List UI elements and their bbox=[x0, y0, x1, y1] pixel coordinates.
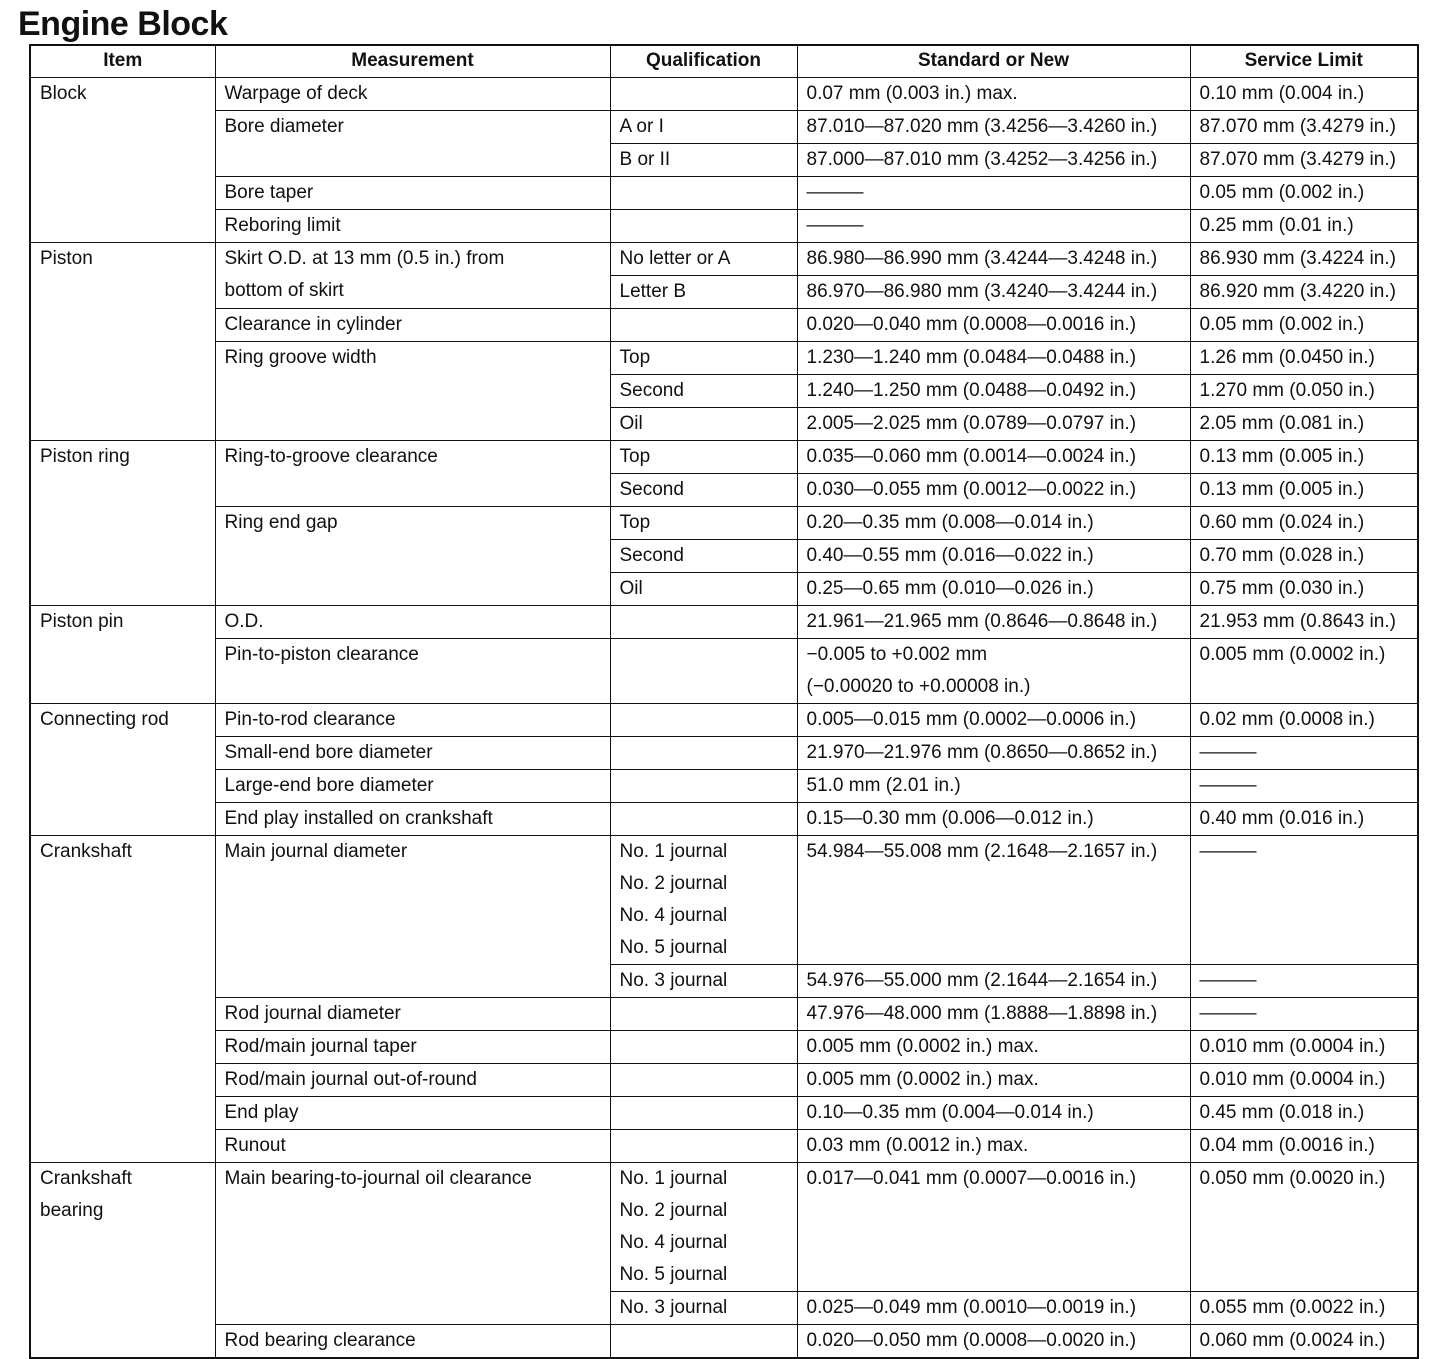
cell-standard: 2.005—2.025 mm (0.0789—0.0797 in.) bbox=[797, 407, 1190, 440]
cell-measurement bbox=[215, 539, 610, 572]
cell-service-limit: 87.070 mm (3.4279 in.) bbox=[1190, 143, 1418, 176]
cell-item bbox=[30, 997, 215, 1030]
cell-standard: 0.005 mm (0.0002 in.) max. bbox=[797, 1063, 1190, 1096]
cell-standard: 0.035—0.060 mm (0.0014—0.0024 in.) bbox=[797, 440, 1190, 473]
cell-standard: 0.40—0.55 mm (0.016—0.022 in.) bbox=[797, 539, 1190, 572]
cell-qualification bbox=[610, 308, 797, 341]
table-row bbox=[30, 638, 1418, 671]
cell-measurement bbox=[215, 1291, 610, 1324]
table-row bbox=[30, 572, 1418, 605]
cell-measurement bbox=[215, 868, 610, 900]
table-row bbox=[30, 176, 1418, 209]
cell-item: Piston ring bbox=[30, 440, 215, 473]
cell-item bbox=[30, 964, 215, 997]
cell-standard: 0.005—0.015 mm (0.0002—0.0006 in.) bbox=[797, 703, 1190, 736]
table-row bbox=[30, 110, 1418, 143]
cell-standard: 0.20—0.35 mm (0.008—0.014 in.) bbox=[797, 506, 1190, 539]
table-row bbox=[30, 242, 1418, 275]
cell-qualification: Second bbox=[610, 539, 797, 572]
cell-qualification: A or I bbox=[610, 110, 797, 143]
cell-standard: ——— bbox=[797, 209, 1190, 242]
cell-item bbox=[30, 572, 215, 605]
cell-item bbox=[30, 275, 215, 308]
cell-measurement: Skirt O.D. at 13 mm (0.5 in.) from bbox=[215, 242, 610, 275]
cell-measurement: End play installed on crankshaft bbox=[215, 802, 610, 835]
cell-item: Piston pin bbox=[30, 605, 215, 638]
cell-qualification: Top bbox=[610, 341, 797, 374]
cell-qualification: B or II bbox=[610, 143, 797, 176]
cell-qualification bbox=[610, 736, 797, 769]
cell-qualification bbox=[610, 638, 797, 671]
cell-item bbox=[30, 802, 215, 835]
cell-qualification: No. 5 journal bbox=[610, 932, 797, 965]
cell-item bbox=[30, 539, 215, 572]
cell-qualification: Oil bbox=[610, 407, 797, 440]
table-row bbox=[30, 209, 1418, 242]
cell-service-limit bbox=[1190, 1195, 1418, 1227]
cell-measurement bbox=[215, 900, 610, 932]
table-row bbox=[30, 1291, 1418, 1324]
cell-item bbox=[30, 932, 215, 965]
table-row bbox=[30, 835, 1418, 868]
table-row bbox=[30, 143, 1418, 176]
cell-measurement: Large-end bore diameter bbox=[215, 769, 610, 802]
cell-item bbox=[30, 308, 215, 341]
cell-service-limit bbox=[1190, 671, 1418, 704]
cell-service-limit: 0.05 mm (0.002 in.) bbox=[1190, 308, 1418, 341]
table-row bbox=[30, 932, 1418, 965]
cell-item bbox=[30, 1096, 215, 1129]
cell-service-limit bbox=[1190, 1227, 1418, 1259]
cell-item bbox=[30, 407, 215, 440]
cell-service-limit: 0.005 mm (0.0002 in.) bbox=[1190, 638, 1418, 671]
cell-service-limit: ——— bbox=[1190, 736, 1418, 769]
cell-qualification: Top bbox=[610, 506, 797, 539]
cell-service-limit bbox=[1190, 1259, 1418, 1292]
cell-item bbox=[30, 638, 215, 671]
cell-measurement: Bore taper bbox=[215, 176, 610, 209]
cell-item bbox=[30, 506, 215, 539]
cell-service-limit: 1.270 mm (0.050 in.) bbox=[1190, 374, 1418, 407]
cell-qualification bbox=[610, 769, 797, 802]
cell-standard: 54.984—55.008 mm (2.1648—2.1657 in.) bbox=[797, 835, 1190, 868]
cell-measurement: End play bbox=[215, 1096, 610, 1129]
cell-service-limit: 87.070 mm (3.4279 in.) bbox=[1190, 110, 1418, 143]
cell-item bbox=[30, 473, 215, 506]
cell-standard: 86.970—86.980 mm (3.4240—3.4244 in.) bbox=[797, 275, 1190, 308]
cell-item bbox=[30, 671, 215, 704]
cell-measurement bbox=[215, 407, 610, 440]
cell-measurement: Ring-to-groove clearance bbox=[215, 440, 610, 473]
table-row bbox=[30, 900, 1418, 932]
cell-item bbox=[30, 1291, 215, 1324]
table-row bbox=[30, 997, 1418, 1030]
table-row bbox=[30, 374, 1418, 407]
cell-service-limit: 0.13 mm (0.005 in.) bbox=[1190, 440, 1418, 473]
cell-qualification bbox=[610, 77, 797, 110]
cell-standard: ——— bbox=[797, 176, 1190, 209]
cell-qualification bbox=[610, 605, 797, 638]
cell-standard bbox=[797, 868, 1190, 900]
cell-service-limit: ——— bbox=[1190, 997, 1418, 1030]
cell-standard: 0.020—0.050 mm (0.0008—0.0020 in.) bbox=[797, 1324, 1190, 1358]
cell-measurement bbox=[215, 572, 610, 605]
cell-standard: 87.010—87.020 mm (3.4256—3.4260 in.) bbox=[797, 110, 1190, 143]
cell-service-limit: 0.05 mm (0.002 in.) bbox=[1190, 176, 1418, 209]
cell-item: Connecting rod bbox=[30, 703, 215, 736]
cell-item bbox=[30, 374, 215, 407]
cell-item: Crankshaft bbox=[30, 1162, 215, 1195]
cell-measurement: Rod journal diameter bbox=[215, 997, 610, 1030]
table-row bbox=[30, 1195, 1418, 1227]
cell-standard: 0.10—0.35 mm (0.004—0.014 in.) bbox=[797, 1096, 1190, 1129]
header-service-limit: Service Limit bbox=[1190, 45, 1418, 77]
cell-qualification bbox=[610, 1324, 797, 1358]
table-row bbox=[30, 506, 1418, 539]
cell-measurement bbox=[215, 374, 610, 407]
cell-service-limit: 0.13 mm (0.005 in.) bbox=[1190, 473, 1418, 506]
cell-qualification: No. 2 journal bbox=[610, 868, 797, 900]
cell-service-limit: ——— bbox=[1190, 964, 1418, 997]
cell-qualification bbox=[610, 802, 797, 835]
cell-service-limit: 2.05 mm (0.081 in.) bbox=[1190, 407, 1418, 440]
cell-service-limit bbox=[1190, 900, 1418, 932]
cell-qualification: Oil bbox=[610, 572, 797, 605]
cell-service-limit: 86.930 mm (3.4224 in.) bbox=[1190, 242, 1418, 275]
table-row bbox=[30, 1324, 1418, 1358]
cell-qualification: Second bbox=[610, 374, 797, 407]
cell-service-limit: ——— bbox=[1190, 769, 1418, 802]
header-measurement: Measurement bbox=[215, 45, 610, 77]
cell-qualification: No. 4 journal bbox=[610, 1227, 797, 1259]
table-row bbox=[30, 440, 1418, 473]
cell-standard: 21.970—21.976 mm (0.8650—0.8652 in.) bbox=[797, 736, 1190, 769]
table-row bbox=[30, 341, 1418, 374]
header-item: Item bbox=[30, 45, 215, 77]
header-row bbox=[30, 45, 1418, 77]
cell-service-limit: 0.050 mm (0.0020 in.) bbox=[1190, 1162, 1418, 1195]
cell-qualification: No. 3 journal bbox=[610, 964, 797, 997]
cell-item bbox=[30, 341, 215, 374]
cell-standard: 87.000—87.010 mm (3.4252—3.4256 in.) bbox=[797, 143, 1190, 176]
cell-item bbox=[30, 900, 215, 932]
cell-measurement: Runout bbox=[215, 1129, 610, 1162]
cell-item bbox=[30, 868, 215, 900]
cell-item bbox=[30, 1227, 215, 1259]
cell-qualification: Top bbox=[610, 440, 797, 473]
header-standard: Standard or New bbox=[797, 45, 1190, 77]
table-row bbox=[30, 1227, 1418, 1259]
cell-item bbox=[30, 1259, 215, 1292]
cell-service-limit: 0.75 mm (0.030 in.) bbox=[1190, 572, 1418, 605]
cell-service-limit: 0.055 mm (0.0022 in.) bbox=[1190, 1291, 1418, 1324]
cell-standard: 0.030—0.055 mm (0.0012—0.0022 in.) bbox=[797, 473, 1190, 506]
table-row bbox=[30, 1129, 1418, 1162]
cell-standard: −0.005 to +0.002 mm bbox=[797, 638, 1190, 671]
cell-service-limit bbox=[1190, 932, 1418, 965]
cell-service-limit: 0.010 mm (0.0004 in.) bbox=[1190, 1030, 1418, 1063]
table-row bbox=[30, 539, 1418, 572]
table-row bbox=[30, 868, 1418, 900]
cell-qualification bbox=[610, 1129, 797, 1162]
cell-item bbox=[30, 176, 215, 209]
table-row bbox=[30, 769, 1418, 802]
cell-measurement bbox=[215, 473, 610, 506]
cell-measurement: bottom of skirt bbox=[215, 275, 610, 308]
cell-standard: 0.07 mm (0.003 in.) max. bbox=[797, 77, 1190, 110]
table-row bbox=[30, 703, 1418, 736]
cell-measurement: Clearance in cylinder bbox=[215, 308, 610, 341]
cell-measurement: Rod/main journal taper bbox=[215, 1030, 610, 1063]
cell-qualification: No. 1 journal bbox=[610, 835, 797, 868]
cell-qualification: No. 5 journal bbox=[610, 1259, 797, 1292]
cell-standard: 0.03 mm (0.0012 in.) max. bbox=[797, 1129, 1190, 1162]
table-row bbox=[30, 605, 1418, 638]
table-row bbox=[30, 308, 1418, 341]
cell-qualification bbox=[610, 1063, 797, 1096]
cell-measurement: Pin-to-piston clearance bbox=[215, 638, 610, 671]
header-qualification: Qualification bbox=[610, 45, 797, 77]
cell-measurement: Main journal diameter bbox=[215, 835, 610, 868]
cell-measurement bbox=[215, 1227, 610, 1259]
cell-measurement bbox=[215, 932, 610, 965]
cell-qualification: Second bbox=[610, 473, 797, 506]
cell-qualification: No. 4 journal bbox=[610, 900, 797, 932]
cell-service-limit: ——— bbox=[1190, 835, 1418, 868]
spec-table bbox=[29, 44, 1419, 1359]
cell-service-limit: 0.04 mm (0.0016 in.) bbox=[1190, 1129, 1418, 1162]
cell-qualification bbox=[610, 209, 797, 242]
cell-standard bbox=[797, 1259, 1190, 1292]
cell-item bbox=[30, 1129, 215, 1162]
cell-standard: 0.017—0.041 mm (0.0007—0.0016 in.) bbox=[797, 1162, 1190, 1195]
cell-qualification bbox=[610, 1030, 797, 1063]
cell-service-limit: 0.70 mm (0.028 in.) bbox=[1190, 539, 1418, 572]
cell-measurement: Reboring limit bbox=[215, 209, 610, 242]
cell-item bbox=[30, 143, 215, 176]
cell-measurement: Ring end gap bbox=[215, 506, 610, 539]
cell-qualification bbox=[610, 703, 797, 736]
table-row bbox=[30, 802, 1418, 835]
cell-qualification: Letter B bbox=[610, 275, 797, 308]
cell-standard: 1.240—1.250 mm (0.0488—0.0492 in.) bbox=[797, 374, 1190, 407]
page-title: Engine Block bbox=[18, 5, 228, 43]
cell-standard: 21.961—21.965 mm (0.8646—0.8648 in.) bbox=[797, 605, 1190, 638]
cell-measurement bbox=[215, 1259, 610, 1292]
cell-item: Piston bbox=[30, 242, 215, 275]
cell-standard: 1.230—1.240 mm (0.0484—0.0488 in.) bbox=[797, 341, 1190, 374]
cell-standard: 0.020—0.040 mm (0.0008—0.0016 in.) bbox=[797, 308, 1190, 341]
table-row bbox=[30, 1063, 1418, 1096]
cell-standard: 0.15—0.30 mm (0.006—0.012 in.) bbox=[797, 802, 1190, 835]
table-row bbox=[30, 1096, 1418, 1129]
cell-standard: (−0.00020 to +0.00008 in.) bbox=[797, 671, 1190, 704]
cell-service-limit: 0.060 mm (0.0024 in.) bbox=[1190, 1324, 1418, 1358]
cell-standard bbox=[797, 900, 1190, 932]
table-row bbox=[30, 736, 1418, 769]
table-row bbox=[30, 473, 1418, 506]
cell-service-limit: 0.25 mm (0.01 in.) bbox=[1190, 209, 1418, 242]
cell-standard: 0.005 mm (0.0002 in.) max. bbox=[797, 1030, 1190, 1063]
cell-measurement: Warpage of deck bbox=[215, 77, 610, 110]
cell-service-limit: 1.26 mm (0.0450 in.) bbox=[1190, 341, 1418, 374]
cell-qualification bbox=[610, 997, 797, 1030]
cell-measurement: Bore diameter bbox=[215, 110, 610, 143]
table-row bbox=[30, 275, 1418, 308]
cell-item bbox=[30, 209, 215, 242]
table-row bbox=[30, 407, 1418, 440]
cell-measurement: Pin-to-rod clearance bbox=[215, 703, 610, 736]
cell-service-limit: 86.920 mm (3.4220 in.) bbox=[1190, 275, 1418, 308]
cell-service-limit: 0.10 mm (0.004 in.) bbox=[1190, 77, 1418, 110]
cell-item bbox=[30, 1063, 215, 1096]
cell-standard: 86.980—86.990 mm (3.4244—3.4248 in.) bbox=[797, 242, 1190, 275]
cell-measurement: Ring groove width bbox=[215, 341, 610, 374]
cell-qualification: No. 2 journal bbox=[610, 1195, 797, 1227]
spec-body bbox=[30, 77, 1418, 1358]
cell-standard: 54.976—55.000 mm (2.1644—2.1654 in.) bbox=[797, 964, 1190, 997]
cell-qualification: No. 3 journal bbox=[610, 1291, 797, 1324]
cell-standard: 0.025—0.049 mm (0.0010—0.0019 in.) bbox=[797, 1291, 1190, 1324]
cell-measurement: Small-end bore diameter bbox=[215, 736, 610, 769]
cell-qualification bbox=[610, 176, 797, 209]
cell-item bbox=[30, 1030, 215, 1063]
cell-qualification bbox=[610, 671, 797, 704]
table-row bbox=[30, 1030, 1418, 1063]
cell-item: Block bbox=[30, 77, 215, 110]
cell-service-limit: 0.010 mm (0.0004 in.) bbox=[1190, 1063, 1418, 1096]
table-row bbox=[30, 964, 1418, 997]
cell-item bbox=[30, 769, 215, 802]
cell-service-limit: 0.45 mm (0.018 in.) bbox=[1190, 1096, 1418, 1129]
table-row bbox=[30, 1162, 1418, 1195]
cell-measurement bbox=[215, 1195, 610, 1227]
cell-item bbox=[30, 736, 215, 769]
cell-standard bbox=[797, 1227, 1190, 1259]
cell-service-limit: 0.40 mm (0.016 in.) bbox=[1190, 802, 1418, 835]
cell-standard: 51.0 mm (2.01 in.) bbox=[797, 769, 1190, 802]
cell-measurement bbox=[215, 671, 610, 704]
cell-item: Crankshaft bbox=[30, 835, 215, 868]
cell-qualification bbox=[610, 1096, 797, 1129]
cell-item: bearing bbox=[30, 1195, 215, 1227]
cell-standard: 0.25—0.65 mm (0.010—0.026 in.) bbox=[797, 572, 1190, 605]
cell-standard bbox=[797, 1195, 1190, 1227]
cell-measurement: Rod bearing clearance bbox=[215, 1324, 610, 1358]
cell-standard: 47.976—48.000 mm (1.8888—1.8898 in.) bbox=[797, 997, 1190, 1030]
cell-service-limit bbox=[1190, 868, 1418, 900]
cell-item bbox=[30, 110, 215, 143]
cell-item bbox=[30, 1324, 215, 1358]
cell-measurement: Rod/main journal out-of-round bbox=[215, 1063, 610, 1096]
table-row bbox=[30, 77, 1418, 110]
cell-standard bbox=[797, 932, 1190, 965]
cell-service-limit: 0.60 mm (0.024 in.) bbox=[1190, 506, 1418, 539]
cell-measurement bbox=[215, 143, 610, 176]
table-row bbox=[30, 1259, 1418, 1292]
cell-service-limit: 0.02 mm (0.0008 in.) bbox=[1190, 703, 1418, 736]
cell-measurement: Main bearing-to-journal oil clearance bbox=[215, 1162, 610, 1195]
table-row bbox=[30, 671, 1418, 704]
cell-measurement: O.D. bbox=[215, 605, 610, 638]
cell-qualification: No letter or A bbox=[610, 242, 797, 275]
cell-measurement bbox=[215, 964, 610, 997]
cell-qualification: No. 1 journal bbox=[610, 1162, 797, 1195]
cell-service-limit: 21.953 mm (0.8643 in.) bbox=[1190, 605, 1418, 638]
